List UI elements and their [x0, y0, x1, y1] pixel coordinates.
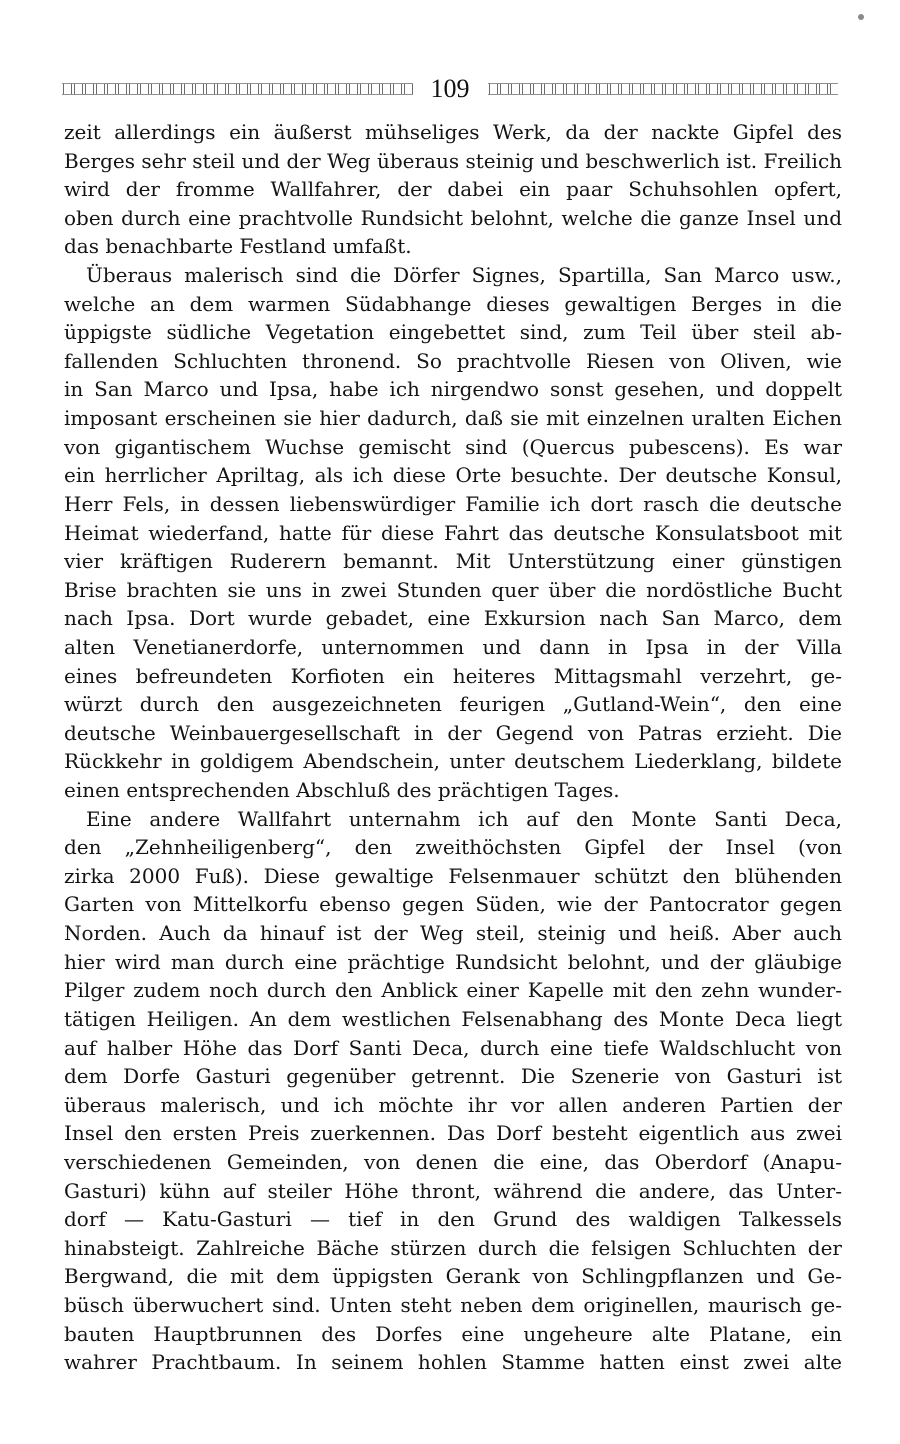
- text-line: Herr Fels, in dessen liebenswürdiger Familie ich dort rasch die deutsche: [64, 491, 842, 516]
- text-line: ein herrlicher Apriltag, als ich diese Orte besuchte. Der deutsche Konsul,: [64, 463, 842, 488]
- text-line: Rückkehr in goldigem Abendschein, unter deutschem Liederklang, bildete: [64, 749, 842, 774]
- text-line: imposant erscheinen sie hier dadurch, daß sie mit einzelnen uralten Eichen: [64, 406, 842, 431]
- text-line: auf halber Höhe das Dorf Santi Deca, durch eine tiefe Waldschlucht von: [64, 1035, 842, 1060]
- text-line: Brise brachten sie uns in zwei Stunden quer über die nordöstliche Bucht: [64, 577, 842, 602]
- text-line: überaus malerisch, und ich möchte ihr vor allen anderen Partien der: [64, 1092, 842, 1117]
- text-line: einen entsprechenden Abschluß des prächtigen Tages.: [64, 778, 620, 803]
- text-line: hinabsteigt. Zahlreiche Bäche stürzen durch die felsigen Schluchten der: [64, 1235, 842, 1260]
- text-line: büsch überwuchert sind. Unten steht neben dem originellen, maurisch ge-: [64, 1292, 842, 1317]
- text-line: hier wird man durch eine prächtige Rundsicht belohnt, und der gläubige: [64, 949, 842, 974]
- header-ornament-left: [62, 83, 413, 95]
- text-line: den „Zehnheiligenberg“, den zweithöchsten Gipfel der Insel (von: [64, 835, 842, 860]
- text-line: Insel den ersten Preis zuerkennen. Das Dorf besteht eigentlich aus zwei: [64, 1121, 842, 1146]
- text-line: Eine andere Wallfahrt unternahm ich auf den Monte Santi Deca,: [86, 806, 842, 831]
- text-line: Berges sehr steil und der Weg überaus steinig und beschwerlich ist. Freilich: [64, 148, 842, 173]
- text-line: bauten Hauptbrunnen des Dorfes eine ungeheure alte Platane, ein: [64, 1321, 842, 1346]
- text-line: dorf — Katu-Gasturi — tief in den Grund des waldigen Talkessels: [64, 1207, 842, 1232]
- text-line: welche an dem warmen Südabhange dieses gewaltigen Berges in die: [64, 291, 842, 316]
- text-line: üppigste südliche Vegetation eingebettet sind, zum Teil über steil ab-: [64, 320, 842, 345]
- text-line: wird der fromme Wallfahrer, der dabei ein paar Schuhsohlen opfert,: [64, 177, 842, 202]
- text-line: Heimat wiederfand, hatte für diese Fahrt das deutsche Konsulatsboot mit: [64, 520, 842, 545]
- page-speck: [858, 14, 864, 20]
- text-line: das benachbarte Festland umfaßt.: [64, 234, 412, 259]
- text-line: Bergwand, die mit dem üppigsten Gerank von Schlingpflanzen und Ge-: [64, 1264, 842, 1289]
- text-line: dem Dorfe Gasturi gegenüber getrennt. Die Szenerie von Gasturi ist: [64, 1064, 842, 1089]
- body-text: [64, 118, 842, 1377]
- text-line: fallenden Schluchten thronend. So prachtvolle Riesen von Oliven, wie: [64, 348, 842, 373]
- text-line: in San Marco und Ipsa, habe ich nirgendwo sonst gesehen, und doppelt: [64, 377, 842, 402]
- text-line: Überaus malerisch sind die Dörfer Signes, Spartilla, San Marco usw.,: [86, 263, 842, 288]
- text-line: wahrer Prachtbaum. In seinem hohlen Stamme hatten einst zwei alte: [64, 1350, 842, 1375]
- text-line: zeit allerdings ein äußerst mühseliges Werk, da der nackte Gipfel des: [64, 120, 842, 144]
- text-line: tätigen Heiligen. An dem westlichen Felsenabhang des Monte Deca liegt: [64, 1006, 842, 1031]
- header-ornament-right: [488, 83, 839, 95]
- text-line: Gasturi) kühn auf steiler Höhe thront, während die andere, das Unter-: [64, 1178, 842, 1203]
- text-line: von gigantischem Wuchse gemischt sind (Quercus pubescens). Es war: [64, 434, 842, 459]
- text-line: deutsche Weinbauergesellschaft in der Gegend von Patras erzieht. Die: [64, 720, 842, 745]
- text-line: vier kräftigen Ruderern bemannt. Mit Unterstützung einer günstigen: [64, 549, 842, 574]
- text-line: würzt durch den ausgezeichneten feurigen „Gutland-Wein“, den eine: [64, 692, 842, 717]
- text-line: zirka 2000 Fuß). Diese gewaltige Felsenmauer schützt den blühenden: [64, 863, 842, 888]
- text-line: alten Venetianerdorfe, unternommen und dann in Ipsa in der Villa: [64, 634, 842, 659]
- text-line: oben durch eine prachtvolle Rundsicht belohnt, welche die ganze Insel und: [64, 205, 842, 230]
- text-line: Garten von Mittelkorfu ebenso gegen Süden, wie der Pantocrator gegen: [64, 892, 842, 917]
- text-line: Norden. Auch da hinauf ist der Weg steil, steinig und heiß. Aber auch: [64, 921, 842, 946]
- text-line: Pilger zudem noch durch den Anblick einer Kapelle mit den zehn wunder-: [64, 978, 842, 1003]
- page-header: [62, 74, 838, 104]
- text-line: nach Ipsa. Dort wurde gebadet, eine Exkursion nach San Marco, dem: [64, 606, 842, 631]
- text-line: verschiedenen Gemeinden, von denen die eine, das Oberdorf (Anapu-: [64, 1149, 842, 1174]
- page-number: 109: [430, 74, 470, 103]
- text-line: eines befreundeten Korfioten ein heiteres Mittagsmahl verzehrt, ge-: [64, 663, 842, 688]
